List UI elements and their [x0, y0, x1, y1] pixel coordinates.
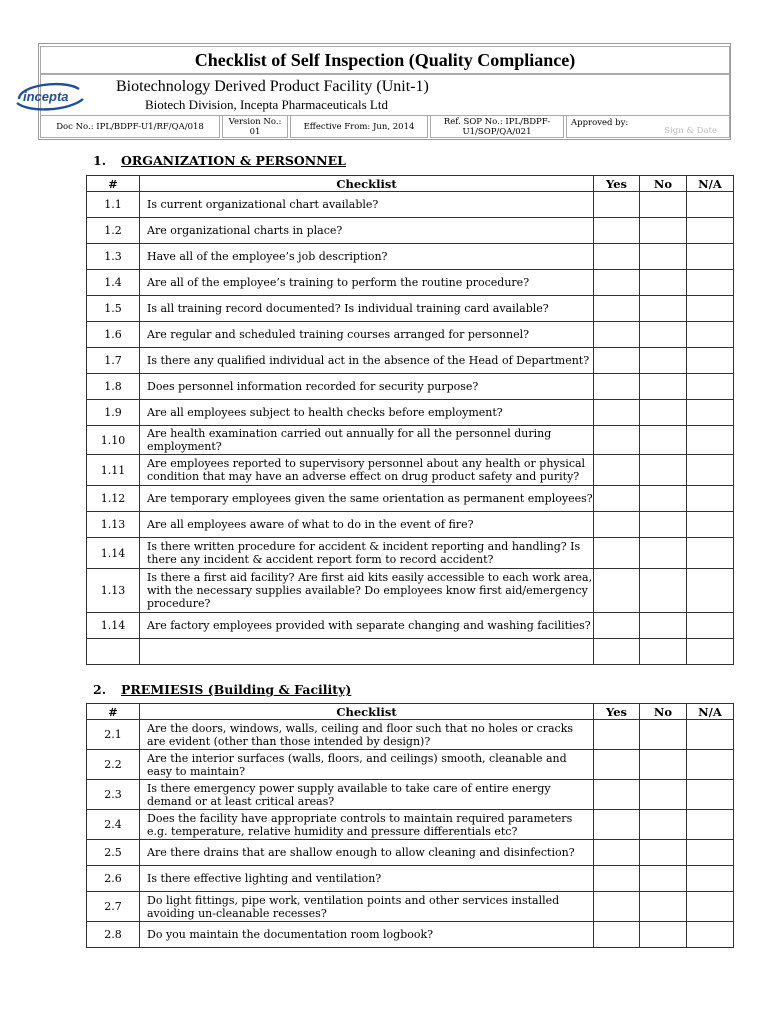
yes-cell[interactable]	[594, 569, 640, 613]
col-header-number: #	[87, 704, 140, 720]
table-row	[87, 613, 734, 639]
col-header-checklist: Checklist	[140, 704, 594, 720]
no-cell[interactable]	[640, 426, 687, 455]
yes-cell[interactable]	[594, 486, 640, 512]
yes-cell[interactable]	[594, 244, 640, 270]
no-cell[interactable]	[640, 840, 687, 866]
yes-cell[interactable]	[594, 218, 640, 244]
item-number: 1.5	[87, 296, 140, 322]
no-cell[interactable]	[640, 512, 687, 538]
table-row	[87, 840, 734, 866]
table-header-row	[87, 704, 734, 720]
table-row	[87, 322, 734, 348]
item-question: Are organizational charts in place?	[140, 218, 594, 244]
item-number: 2.3	[87, 780, 140, 810]
section-1-heading: 1. ORGANIZATION & PERSONNEL	[93, 153, 346, 168]
table-row	[87, 639, 734, 665]
table-row	[87, 810, 734, 840]
item-question: Are all employees aware of what to do in the event of fire?	[140, 512, 594, 538]
yes-cell[interactable]	[594, 780, 640, 810]
na-cell[interactable]	[687, 218, 734, 244]
no-cell[interactable]	[640, 348, 687, 374]
col-header-na: N/A	[687, 704, 734, 720]
item-question: Is there any qualified individual act in the absence of the Head of Department?	[140, 348, 594, 374]
col-header-no: No	[640, 176, 687, 192]
yes-cell[interactable]	[594, 426, 640, 455]
no-cell[interactable]	[640, 192, 687, 218]
yes-cell[interactable]	[594, 840, 640, 866]
item-number: 1.4	[87, 270, 140, 296]
item-question: Does personnel information recorded for security purpose?	[140, 374, 594, 400]
table-row	[87, 374, 734, 400]
item-question: Is there written procedure for accident & incident reporting and handling? Is there any incident & accident report form to record accident?	[140, 538, 594, 569]
section-1-checklist-table	[86, 175, 734, 665]
no-cell[interactable]	[640, 922, 687, 948]
item-number: 1.6	[87, 322, 140, 348]
yes-cell[interactable]	[594, 538, 640, 569]
no-cell[interactable]	[640, 639, 687, 665]
yes-cell[interactable]	[594, 296, 640, 322]
no-cell[interactable]	[640, 538, 687, 569]
no-cell[interactable]	[640, 720, 687, 750]
sign-date-label: Sign & Date	[664, 126, 717, 136]
na-cell[interactable]	[687, 374, 734, 400]
yes-cell[interactable]	[594, 270, 640, 296]
table-header-row	[87, 176, 734, 192]
item-number: 1.12	[87, 486, 140, 512]
table-row	[87, 244, 734, 270]
na-cell[interactable]	[687, 780, 734, 810]
na-cell[interactable]	[687, 639, 734, 665]
yes-cell[interactable]	[594, 348, 640, 374]
na-cell[interactable]	[687, 922, 734, 948]
approval-box	[566, 115, 730, 138]
item-question: Are there drains that are shallow enough to allow cleaning and disinfection?	[140, 840, 594, 866]
item-number: 1.14	[87, 538, 140, 569]
na-cell[interactable]	[687, 810, 734, 840]
yes-cell[interactable]	[594, 192, 640, 218]
item-number	[87, 639, 140, 665]
approved-by-label: Approved by:	[571, 118, 629, 128]
item-number: 1.11	[87, 455, 140, 486]
yes-cell[interactable]	[594, 866, 640, 892]
table-row	[87, 270, 734, 296]
table-row	[87, 866, 734, 892]
item-question: Are regular and scheduled training courses arranged for personnel?	[140, 322, 594, 348]
col-header-number: #	[87, 176, 140, 192]
item-question: Are health examination carried out annually for all the personnel during employment?	[140, 426, 594, 455]
yes-cell[interactable]	[594, 639, 640, 665]
table-row	[87, 455, 734, 486]
na-cell[interactable]	[687, 400, 734, 426]
no-cell[interactable]	[640, 569, 687, 613]
item-number: 1.13	[87, 512, 140, 538]
item-question: Is there emergency power supply available to take care of entire energy demand or at least critical areas?	[140, 780, 594, 810]
col-header-yes: Yes	[594, 704, 640, 720]
no-cell[interactable]	[640, 296, 687, 322]
item-number: 2.4	[87, 810, 140, 840]
item-number: 2.7	[87, 892, 140, 922]
item-number: 1.7	[87, 348, 140, 374]
division-name: Biotech Division, Incepta Pharmaceuticals Ltd	[145, 97, 388, 112]
no-cell[interactable]	[640, 866, 687, 892]
na-cell[interactable]	[687, 426, 734, 455]
item-question: Is all training record documented? Is individual training card available?	[140, 296, 594, 322]
na-cell[interactable]	[687, 244, 734, 270]
item-question: Do you maintain the documentation room logbook?	[140, 922, 594, 948]
yes-cell[interactable]	[594, 455, 640, 486]
item-number: 2.6	[87, 866, 140, 892]
item-number: 2.5	[87, 840, 140, 866]
item-question: Are all employees subject to health checks before employment?	[140, 400, 594, 426]
item-number: 1.3	[87, 244, 140, 270]
doc-number: Doc No.: IPL/BDPF-U1/RF/QA/018	[40, 115, 220, 138]
item-question: Does the facility have appropriate controls to maintain required parameters e.g. temperature, relative humidity and pressure differentials etc?	[140, 810, 594, 840]
no-cell[interactable]	[640, 750, 687, 780]
item-question: Are the interior surfaces (walls, floors, and ceilings) smooth, cleanable and easy to maintain?	[140, 750, 594, 780]
no-cell[interactable]	[640, 613, 687, 639]
item-number: 1.2	[87, 218, 140, 244]
table-row	[87, 486, 734, 512]
no-cell[interactable]	[640, 400, 687, 426]
yes-cell[interactable]	[594, 322, 640, 348]
section-2-checklist-table	[86, 703, 734, 948]
table-row	[87, 538, 734, 569]
item-question: Are the doors, windows, walls, ceiling and floor such that no holes or cracks are evident (other than those intended by design)?	[140, 720, 594, 750]
na-cell[interactable]	[687, 512, 734, 538]
item-question: Is there effective lighting and ventilation?	[140, 866, 594, 892]
item-question: Are all of the employee’s training to perform the routine procedure?	[140, 270, 594, 296]
no-cell[interactable]	[640, 322, 687, 348]
facility-box	[23, 74, 730, 116]
no-cell[interactable]	[640, 810, 687, 840]
na-cell[interactable]	[687, 538, 734, 569]
yes-cell[interactable]	[594, 374, 640, 400]
yes-cell[interactable]	[594, 400, 640, 426]
item-number: 1.13	[87, 569, 140, 613]
table-row	[87, 192, 734, 218]
table-row	[87, 922, 734, 948]
section-2-heading: 2. PREMIESIS (Building & Facility)	[93, 682, 352, 697]
item-number: 2.2	[87, 750, 140, 780]
item-question: Are factory employees provided with separate changing and washing facilities?	[140, 613, 594, 639]
col-header-yes: Yes	[594, 176, 640, 192]
item-question: Have all of the employee’s job description?	[140, 244, 594, 270]
table-row	[87, 720, 734, 750]
item-question: Is current organizational chart available?	[140, 192, 594, 218]
no-cell[interactable]	[640, 244, 687, 270]
yes-cell[interactable]	[594, 613, 640, 639]
na-cell[interactable]	[687, 455, 734, 486]
document-header	[23, 43, 731, 140]
yes-cell[interactable]	[594, 922, 640, 948]
na-cell[interactable]	[687, 892, 734, 922]
effective-date: Effective From: Jun, 2014	[290, 115, 428, 138]
na-cell[interactable]	[687, 840, 734, 866]
na-cell[interactable]	[687, 613, 734, 639]
na-cell[interactable]	[687, 569, 734, 613]
yes-cell[interactable]	[594, 512, 640, 538]
item-question: Are employees reported to supervisory personnel about any health or physical condition that may have an adverse effect on drug product safety and purity?	[140, 455, 594, 486]
facility-name: Biotechnology Derived Product Facility (Unit-1)	[116, 78, 429, 95]
table-row	[87, 569, 734, 613]
no-cell[interactable]	[640, 455, 687, 486]
na-cell[interactable]	[687, 486, 734, 512]
na-cell[interactable]	[687, 296, 734, 322]
table-row	[87, 348, 734, 374]
yes-cell[interactable]	[594, 750, 640, 780]
table-row	[87, 426, 734, 455]
table-row	[87, 218, 734, 244]
item-number: 2.1	[87, 720, 140, 750]
na-cell[interactable]	[687, 270, 734, 296]
yes-cell[interactable]	[594, 720, 640, 750]
item-number: 1.8	[87, 374, 140, 400]
col-header-no: No	[640, 704, 687, 720]
version-number: Version No.: 01	[222, 115, 288, 138]
no-cell[interactable]	[640, 892, 687, 922]
no-cell[interactable]	[640, 486, 687, 512]
reference-sop: Ref. SOP No.: IPL/BDPF- U1/SOP/QA/021	[430, 115, 564, 138]
item-question: Is there a first aid facility? Are first aid kits easily accessible to each work area, with the necessary supplies available? Do employees know first aid/emergency procedure?	[140, 569, 594, 613]
item-question	[140, 639, 594, 665]
no-cell[interactable]	[640, 270, 687, 296]
item-number: 2.8	[87, 922, 140, 948]
incepta-logo	[9, 77, 89, 113]
no-cell[interactable]	[640, 374, 687, 400]
na-cell[interactable]	[687, 750, 734, 780]
na-cell[interactable]	[687, 348, 734, 374]
item-question: Are temporary employees given the same orientation as permanent employees?	[140, 486, 594, 512]
yes-cell[interactable]	[594, 810, 640, 840]
item-number: 1.10	[87, 426, 140, 455]
item-number: 1.9	[87, 400, 140, 426]
item-number: 1.1	[87, 192, 140, 218]
table-row	[87, 750, 734, 780]
na-cell[interactable]	[687, 720, 734, 750]
col-header-na: N/A	[687, 176, 734, 192]
no-cell[interactable]	[640, 780, 687, 810]
document-title: Checklist of Self Inspection (Quality Compliance)	[40, 46, 730, 74]
table-row	[87, 780, 734, 810]
table-row	[87, 296, 734, 322]
document-meta-row	[40, 115, 730, 137]
item-question: Do light fittings, pipe work, ventilation points and other services installed avoiding un-cleanable recesses?	[140, 892, 594, 922]
col-header-checklist: Checklist	[140, 176, 594, 192]
table-row	[87, 400, 734, 426]
no-cell[interactable]	[640, 218, 687, 244]
na-cell[interactable]	[687, 866, 734, 892]
yes-cell[interactable]	[594, 892, 640, 922]
table-row	[87, 892, 734, 922]
na-cell[interactable]	[687, 192, 734, 218]
logo-text: incepta	[23, 89, 69, 104]
table-row	[87, 512, 734, 538]
item-number: 1.14	[87, 613, 140, 639]
na-cell[interactable]	[687, 322, 734, 348]
